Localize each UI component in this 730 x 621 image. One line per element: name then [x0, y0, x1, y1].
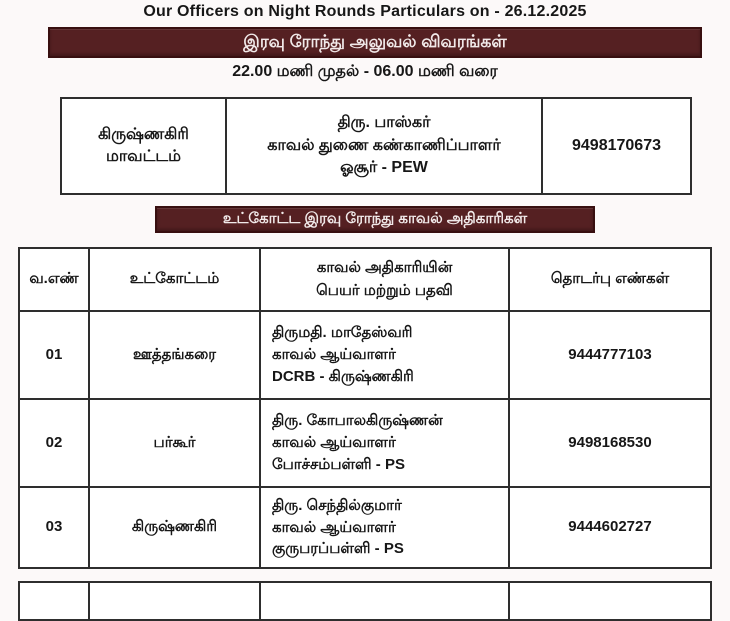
night-rounds-banner	[48, 27, 702, 58]
officer-name-line: திரு. பாஸ்கர்	[337, 114, 431, 132]
subdivision-cell: பர்கூர்	[89, 399, 260, 487]
table-row	[19, 399, 711, 487]
officer-name-line: திரு. கோபாலகிருஷ்ணன்	[272, 412, 443, 430]
officer-cell	[260, 399, 509, 487]
subdivision-officers-banner-text: உட்கோட்ட இரவு ரோந்து காவல் அதிகாரிகள்	[222, 210, 528, 227]
subdivision-cell	[89, 582, 260, 620]
phone-cell: 9498168530	[509, 399, 711, 487]
table-row	[19, 311, 711, 399]
district-name-line: கிருஷ்ணகிரி	[98, 125, 189, 143]
officer-station-line: போச்சம்பள்ளி - PS	[272, 455, 405, 473]
subdivision-header-cell: உட்கோட்டம்	[89, 248, 260, 311]
night-rounds-banner-text: இரவு ரோந்து அலுவல் விவரங்கள்	[243, 31, 507, 51]
phone-cell: 9444602727	[509, 487, 711, 568]
serial-cell	[19, 582, 89, 620]
serial-header-cell: வ.எண்	[19, 248, 89, 311]
officer-cell	[260, 311, 509, 399]
officer-header-line: பெயர் மற்றும் பதவி	[316, 281, 453, 299]
officer-rank-line: காவல் துணை கண்காணிப்பாளர்	[267, 136, 501, 154]
next-row-partial	[18, 581, 712, 621]
officer-name-line: திருமதி. மாதேஸ்வரி	[272, 324, 413, 342]
officer-rank-line: காவல் ஆய்வாளர்	[272, 518, 396, 536]
phone-cell	[509, 582, 711, 620]
district-name-line: மாவட்டம்	[106, 148, 181, 165]
officer-station-line: DCRB - கிருஷ்ணகிரி	[272, 367, 414, 385]
officer-station-line: குருபரப்பள்ளி - PS	[272, 540, 404, 558]
duty-hours: 22.00 மணி முதல் - 06.00 மணி வரை	[232, 63, 498, 80]
night-rounds-roster-table	[18, 247, 712, 569]
officer-station-line: ஓசூர் - PEW	[340, 159, 428, 177]
district-officer-table	[60, 97, 692, 195]
serial-cell: 02	[19, 399, 89, 487]
roster-header-row	[19, 248, 711, 311]
officer-header-cell	[260, 248, 509, 311]
officer-name-line: திரு. செந்தில்குமார்	[272, 496, 402, 514]
officer-header-line: காவல் அதிகாரியின்	[316, 259, 453, 276]
officer-cell	[260, 582, 509, 620]
table-row	[19, 582, 711, 620]
district-name-cell	[61, 98, 226, 194]
subdivision-cell: ஊத்தங்கரை	[89, 311, 260, 399]
subdivision-officers-banner	[155, 206, 595, 233]
phone-header-cell: தொடர்பு எண்கள்	[509, 248, 711, 311]
phone-cell: 9444777103	[509, 311, 711, 399]
officer-rank-line: காவல் ஆய்வாளர்	[272, 346, 396, 364]
serial-cell: 01	[19, 311, 89, 399]
subdivision-cell: கிருஷ்ணகிரி	[89, 487, 260, 568]
district-officer-row	[61, 98, 691, 194]
officer-cell	[260, 487, 509, 568]
officer-rank-line: காவல் ஆய்வாளர்	[272, 434, 396, 452]
district-phone-cell: 9498170673	[542, 98, 691, 194]
serial-cell: 03	[19, 487, 89, 568]
table-row	[19, 487, 711, 568]
district-officer-cell	[226, 98, 542, 194]
page-title: Our Officers on Night Rounds Particulars on - 26.12.2025	[143, 3, 587, 20]
